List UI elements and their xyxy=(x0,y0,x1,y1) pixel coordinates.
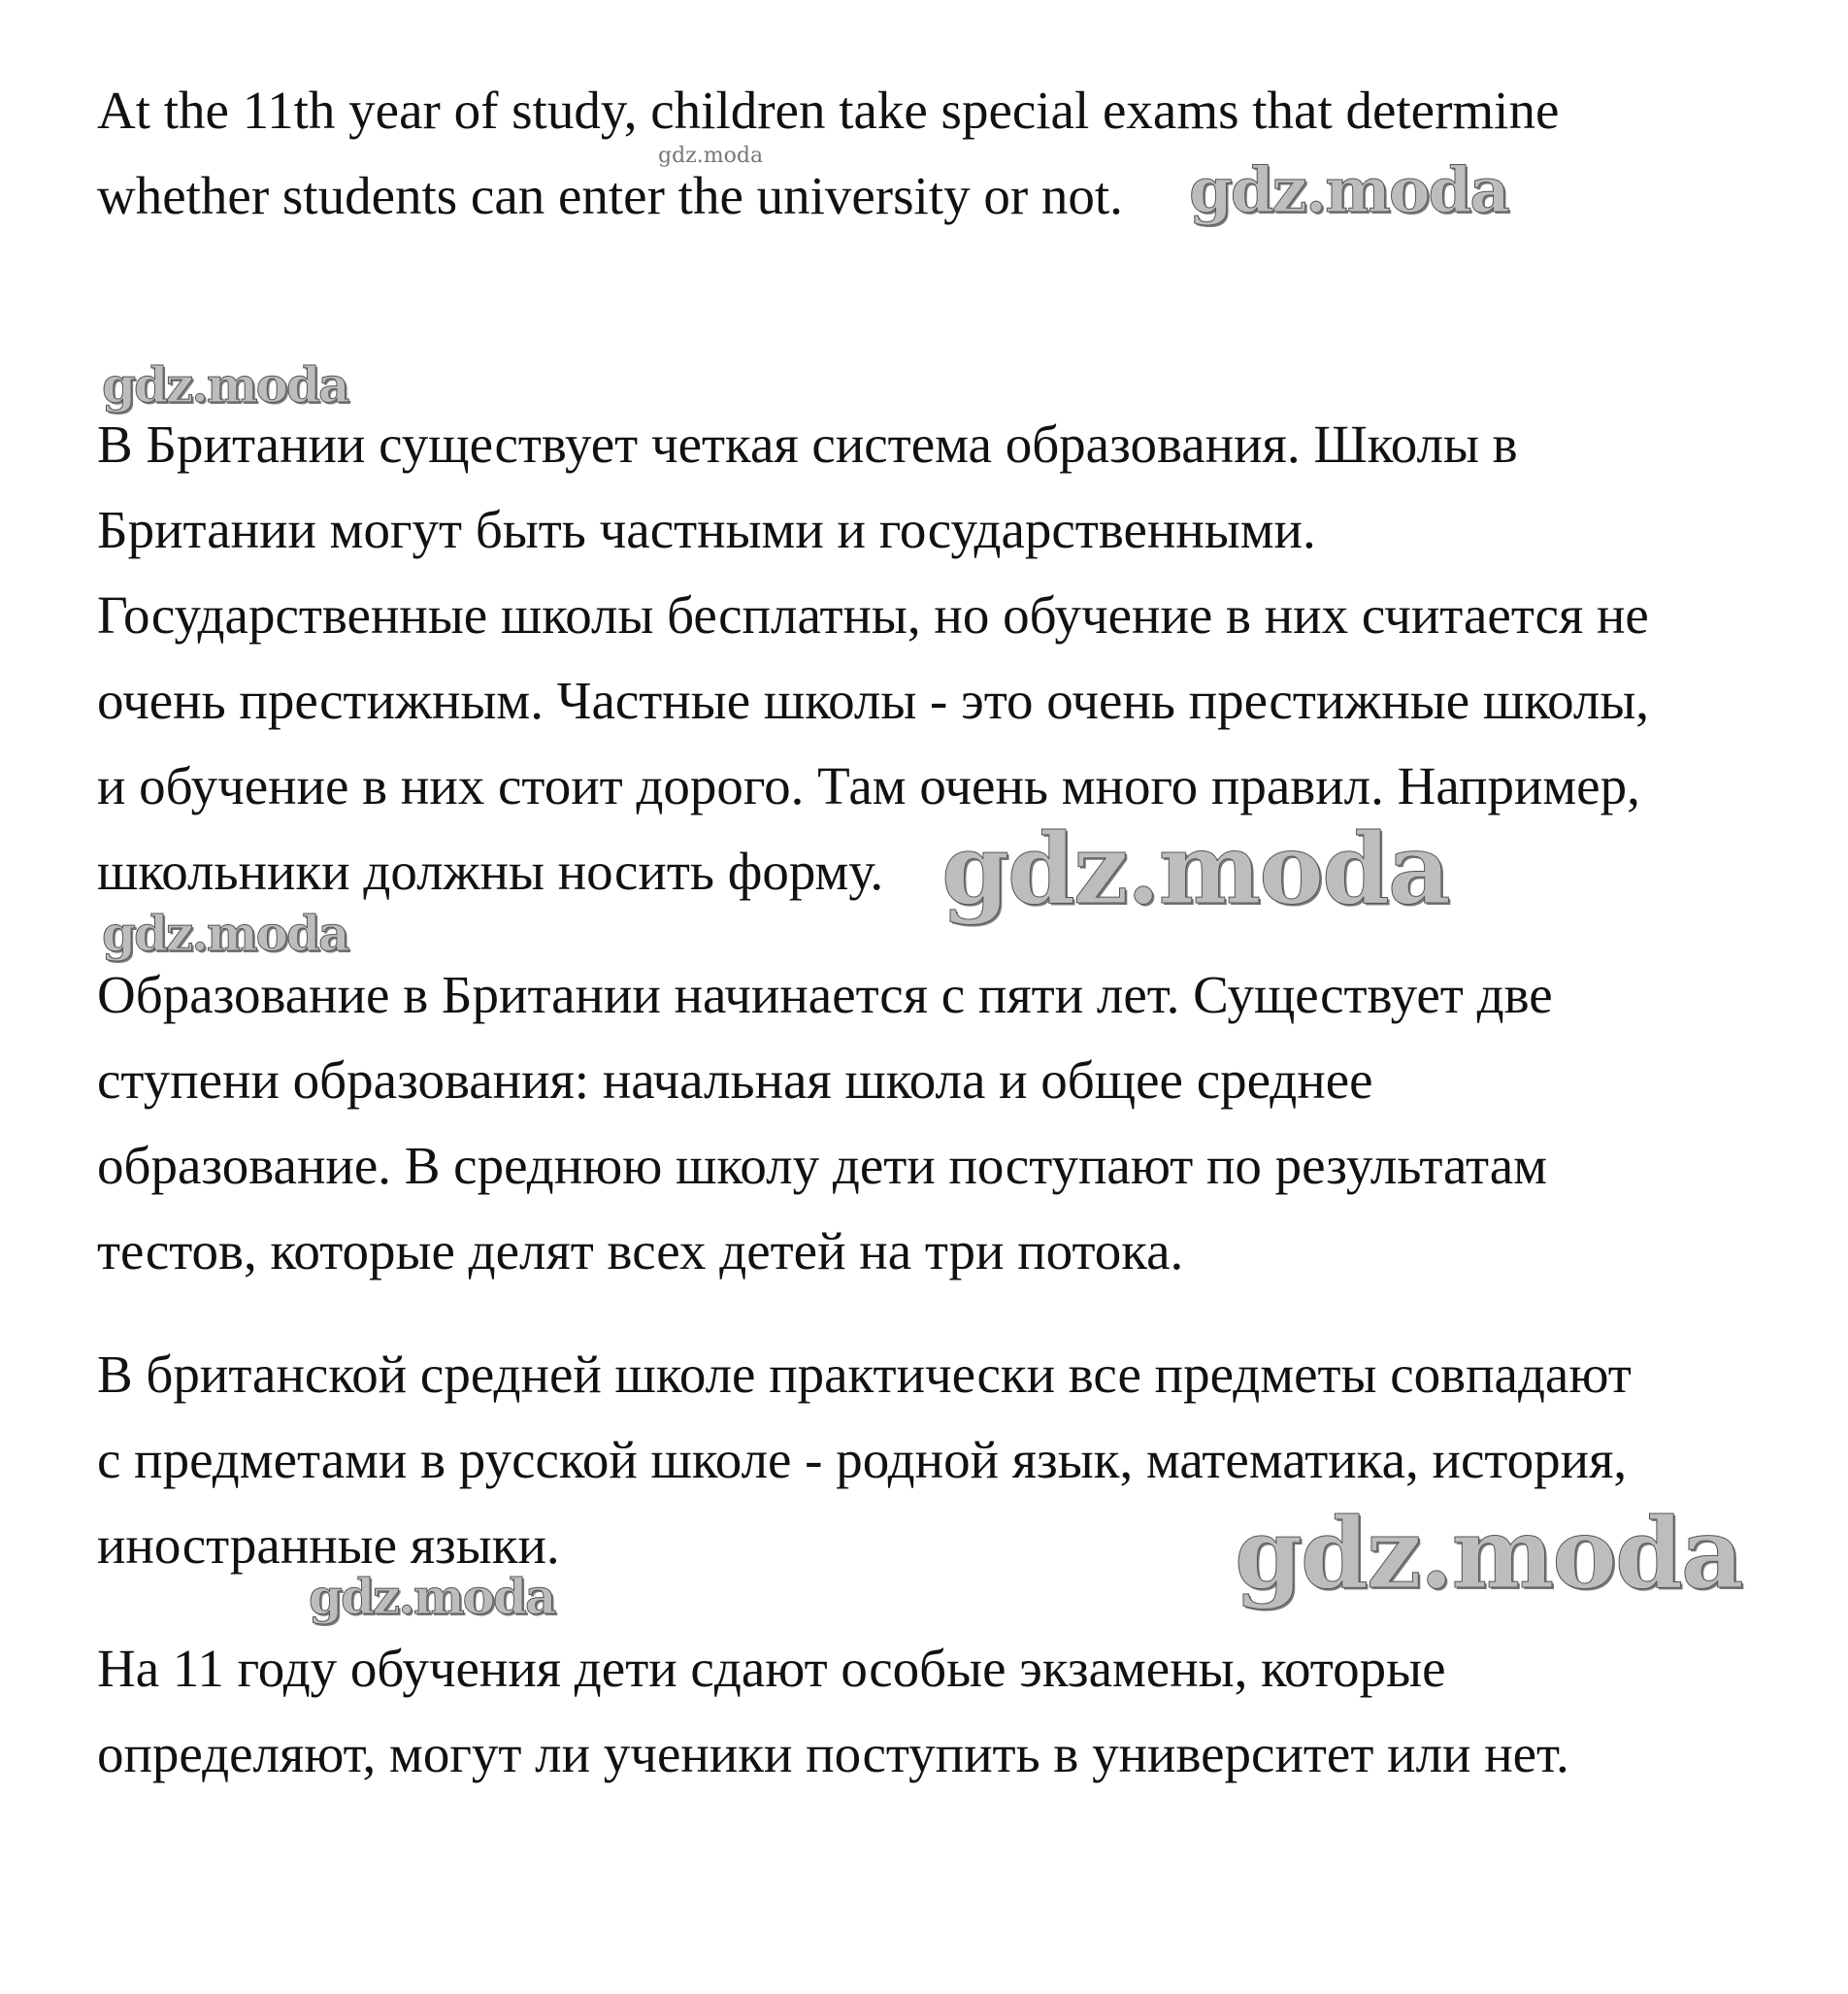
text-line: В британской средней школе практически все предметы совпадают xyxy=(97,1345,1632,1404)
text-line: школьники должны носить форму. xyxy=(97,842,884,901)
paragraph-english xyxy=(97,68,1805,239)
paragraph-education-stages xyxy=(97,952,1805,1294)
watermark: gdz.moda xyxy=(658,144,764,168)
text-line: Британии могут быть частными и государственными. xyxy=(97,500,1316,559)
text-line: и обучение в них стоит дорого. Там очень много правил. Например, xyxy=(97,756,1640,815)
watermark: gdz.moda xyxy=(941,812,1449,926)
text-line: иностранные языки. xyxy=(97,1515,560,1575)
text-line: определяют, могут ли ученики поступить в университет или нет. xyxy=(97,1724,1569,1783)
text-line: Государственные школы бесплатны, но обучение в них считается не xyxy=(97,585,1649,645)
text-line: с предметами в русской школе - родной язык, математика, история, xyxy=(97,1430,1628,1489)
text-line: очень престижным. Частные школы - это очень престижные школы, xyxy=(97,671,1650,730)
paragraph-exams xyxy=(97,1626,1805,1797)
text-line: образование. В среднюю школу дети поступают по результатам xyxy=(97,1136,1547,1195)
text-line: В Британии существует четкая система образования. Школы в xyxy=(97,415,1518,474)
text-line: ступени образования: начальная школа и общее среднее xyxy=(97,1050,1373,1110)
text-line: whether students can enter the university or not. xyxy=(97,166,1123,225)
watermark: gdz.moda xyxy=(102,905,348,962)
watermark: gdz.moda xyxy=(102,356,348,414)
text-line: тестов, которые делят всех детей на три потока. xyxy=(97,1221,1184,1280)
watermark: gdz.moda xyxy=(309,1568,555,1625)
watermark: gdz.moda xyxy=(1235,1496,1742,1611)
text-line: At the 11th year of study, children take special exams that determine xyxy=(97,81,1560,140)
text-line: Образование в Британии начинается с пяти лет. Существует две xyxy=(97,965,1553,1024)
watermark: gdz.moda xyxy=(1189,154,1508,227)
text-line: На 11 году обучения дети сдают особые экзамены, которые xyxy=(97,1639,1446,1698)
